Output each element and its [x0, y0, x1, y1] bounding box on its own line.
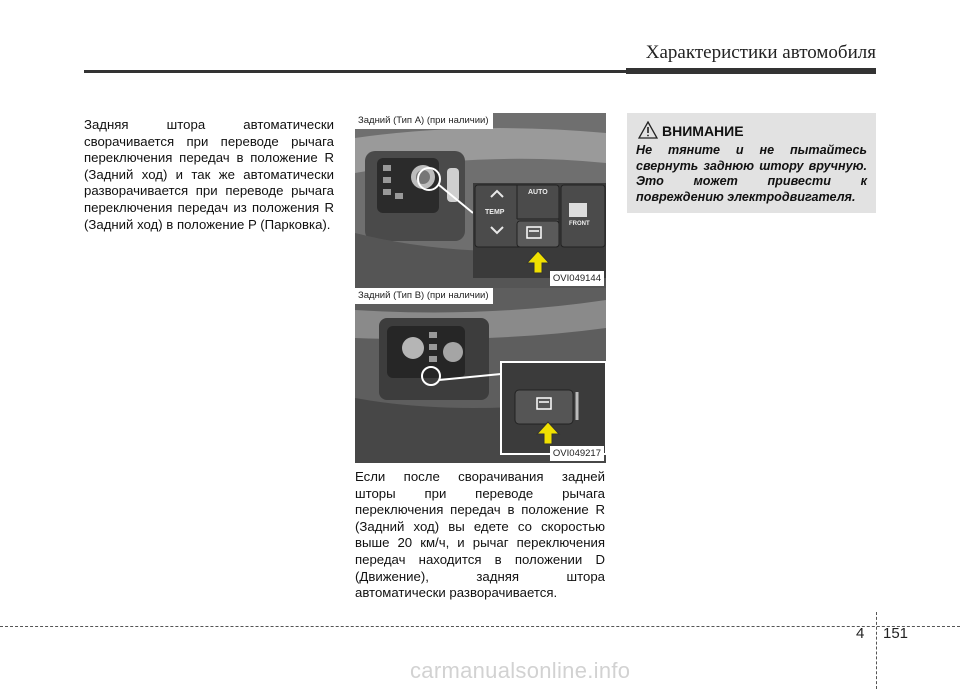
header-rule-accent: [626, 68, 876, 74]
page-number: 151: [883, 625, 909, 642]
figure-a-label-front: FRONT: [569, 221, 590, 227]
figure-b-caption: Задний (Тип B) (при наличии): [355, 288, 493, 304]
warning-triangle-icon: [638, 121, 658, 139]
figure-a-code: OVI049144: [550, 271, 604, 286]
warning-box: [627, 113, 876, 213]
chapter-number: 4: [856, 625, 865, 642]
figure-b-illustration: [355, 288, 606, 463]
footer-rule: [0, 626, 960, 627]
header-title: Характеристики автомобиля: [645, 42, 876, 63]
figure-b-code: OVI049217: [550, 446, 604, 461]
footer-divider: [876, 612, 877, 689]
figure-a-label-temp: TEMP: [485, 209, 505, 216]
figure-a-illustration: [355, 113, 606, 288]
watermark: carmanualsonline.info: [410, 658, 631, 683]
figure-a-caption: Задний (Тип А) (при наличии): [355, 113, 493, 129]
warning-title: ВНИМАНИЕ: [662, 123, 744, 139]
intro-paragraph: Задняя штора автоматически сворачивается при переводе рычага переключения передач в положение R (Задний ход) и так же автоматически разворачивается при переводе рычага переключения передач из положения R (Задний ход) в положение P (Парковка).: [84, 117, 334, 232]
warning-text: Не тяните и не пытайтесь свернуть заднюю штору вручную. Это может привести к повреждению электродвигателя.: [636, 143, 867, 204]
figure-type-a: [355, 113, 606, 288]
figure-type-b: [355, 288, 606, 463]
figure-a-label-auto: AUTO: [528, 189, 548, 196]
followup-paragraph: Если после сворачивания задней шторы при переводе рычага переключения передач в положение R (Задний ход) вы едете со скоростью выше 20 км/ч, и рычаг переключения передач находится в положении D (Движение), задняя штора автоматически разворачивается.: [355, 469, 605, 601]
